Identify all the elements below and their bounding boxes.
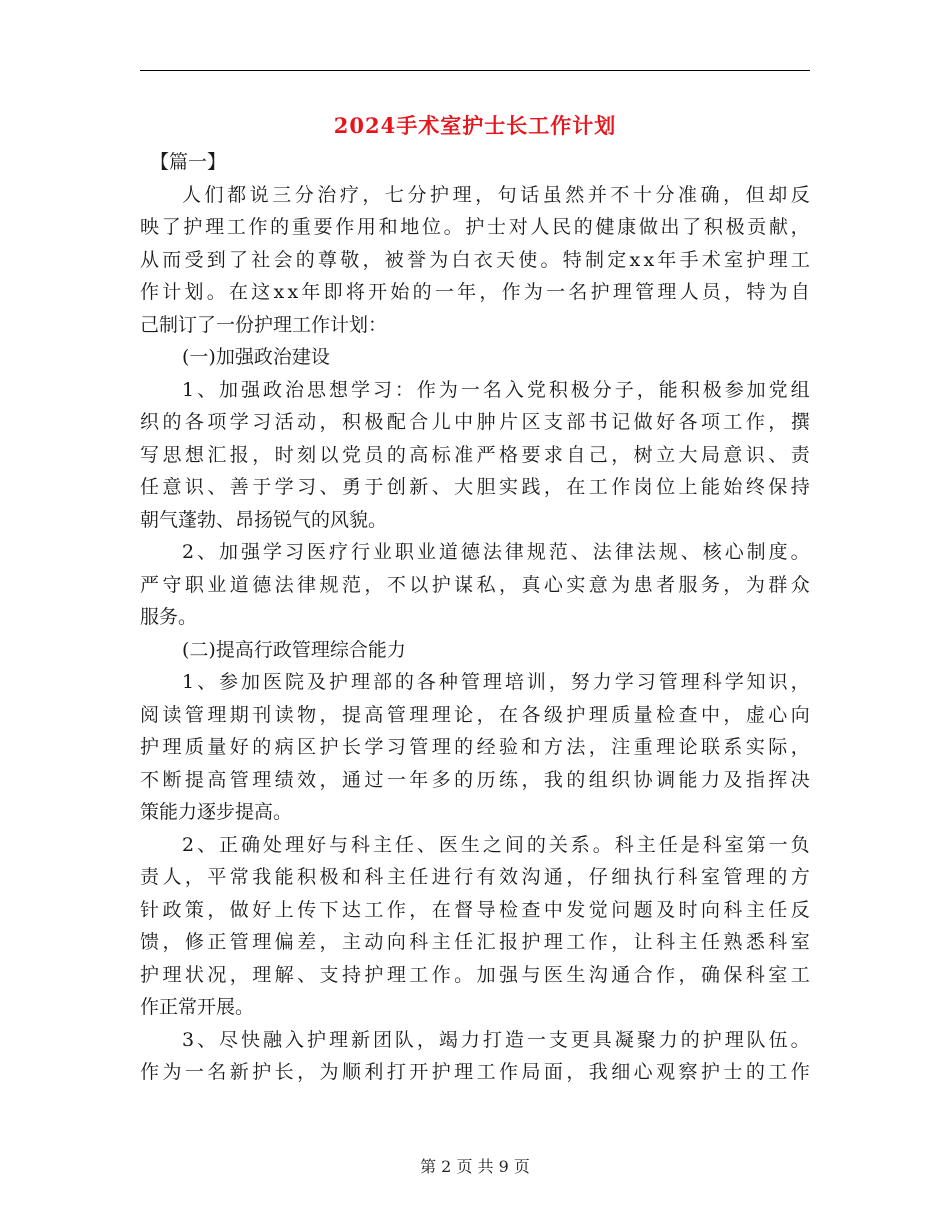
document-title: 2024手术室护士长工作计划 [333, 113, 617, 138]
text-line: 人 们 都 说 三 分 治 疗 ， 七 分 护 理 ， 句 话 虽 然 并 不 十 分 准 确 ， 但 却 反 [182, 183, 810, 206]
text-line: 写 思 想 汇 报 ， 时 刻 以 党 员 的 高 标 准 严 格 要 求 自 己 ， 树 立 大 局 意 识 、 责 [140, 443, 810, 466]
text-line: 3 、 尽 快 融 入 护 理 新 团 队 ， 竭 力 打 造 一 支 更 具 凝 聚 力 的 护 理 队 伍 。 [182, 1028, 810, 1051]
text-line: 作正常开展。 [140, 996, 255, 1018]
page-number-footer: 第 2 页 共 9 页 [420, 1157, 530, 1176]
header-rule [140, 70, 810, 71]
text-line: 策能力逐步提高。 [140, 801, 293, 823]
text-line: 织 的 各 项 学 习 活 动 ， 积 极 配 合 儿 中 肿 片 区 支 部 书 记 做 好 各 项 工 作 ， 撰 [140, 411, 810, 433]
document-body [140, 146, 810, 1089]
text-line: 1 、 参 加 医 院 及 护 理 部 的 各 种 管 理 培 训 ， 努 力 学 习 管 理 科 学 知 识 ， [182, 671, 810, 693]
text-line: 服务。 [140, 606, 198, 628]
text-line: 朝气蓬勃、昂扬锐气的风貌。 [140, 508, 388, 531]
text-line: (二)提高行政管理综合能力 [182, 638, 406, 661]
text-line: 护 理 状 况 ， 理 解 、 支 持 护 理 工 作 。 加 强 与 医 生 沟 通 合 作 ， 确 保 科 室 工 [140, 963, 810, 986]
text-line: 阅 读 管 理 期 刊 读 物 ， 提 高 管 理 理 论 ， 在 各 级 护 理 质 量 检 查 中 ， 虚 心 向 [140, 703, 810, 726]
text-line: (一)加强政治建设 [182, 346, 330, 368]
text-line: 作 计 划 。 在 这 x x 年 即 将 开 始 的 一 年 ， 作 为 一 名 护 理 管 理 人 员 ， 特 为 自 [140, 281, 810, 303]
text-line: 2 、 正 确 处 理 好 与 科 主 任 、 医 生 之 间 的 关 系 。 科 主 任 是 科 室 第 一 负 [182, 833, 810, 856]
text-line: 【篇一】 [150, 151, 227, 173]
text-line: 针 政 策 ， 做 好 上 传 下 达 工 作 ， 在 督 导 检 查 中 发 觉 问 题 及 时 向 科 主 任 反 [140, 898, 810, 921]
text-line: 映 了 护 理 工 作 的 重 要 作 用 和 地 位 。 护 士 对 人 民 的 健 康 做 出 了 积 极 贡 献 ， [140, 216, 810, 238]
text-line: 作 为 一 名 新 护 长 ， 为 顺 利 打 开 护 理 工 作 局 面 ， 我 细 心 观 察 护 士 的 工 作 [140, 1061, 810, 1083]
text-line: 任 意 识 、 善 于 学 习 、 勇 于 创 新 、 大 胆 实 践 ， 在 工 作 岗 位 上 能 始 终 保 持 [140, 476, 810, 498]
text-line: 1 、 加 强 政 治 思 想 学 习 ： 作 为 一 名 入 党 积 极 分 子 ， 能 积 极 参 加 党 组 [182, 378, 810, 401]
text-line: 己制订了一份护理工作计划： [140, 313, 388, 336]
text-line: 护 理 质 量 好 的 病 区 护 长 学 习 管 理 的 经 验 和 方 法 ， 注 重 理 论 联 系 实 际 ， [140, 736, 810, 758]
text-line: 2 、 加 强 学 习 医 疗 行 业 职 业 道 德 法 律 规 范 、 法 律 法 规 、 核 心 制 度 。 [182, 541, 810, 563]
text-line: 不 断 提 高 管 理 绩 效 ， 通 过 一 年 多 的 历 练 ， 我 的 组 织 协 调 能 力 及 指 挥 决 [140, 768, 810, 791]
text-line: 严 守 职 业 道 德 法 律 规 范 ， 不 以 护 谋 私 ， 真 心 实 意 为 患 者 服 务 ， 为 群 众 [140, 573, 810, 596]
text-line: 馈 ， 修 正 管 理 偏 差 ， 主 动 向 科 主 任 汇 报 护 理 工 作 ， 让 科 主 任 熟 悉 科 室 [140, 931, 810, 953]
text-line: 责 人 ， 平 常 我 能 积 极 和 科 主 任 进 行 有 效 沟 通 ， 仔 细 执 行 科 室 管 理 的 方 [140, 866, 810, 888]
text-line: 从 而 受 到 了 社 会 的 尊 敬 ， 被 誉 为 白 衣 天 使 。 特 制 定 x x 年 手 术 室 护 理 工 [140, 248, 810, 271]
